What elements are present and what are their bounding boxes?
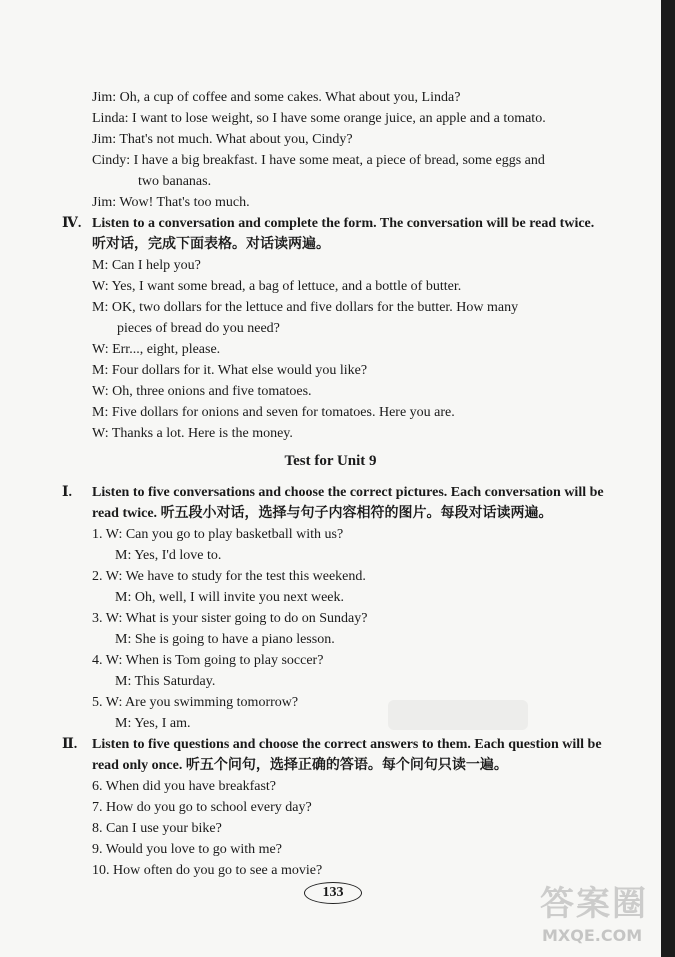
section-4-numeral: Ⅳ. [62,216,82,231]
conversation-line: M: OK, two dollars for the lettuce and five dollars for the butter. How many [92,300,519,315]
watermark-url: MXQE.COM [542,926,643,945]
watermark-logo [540,885,658,947]
section-4-instruction-en: Listen to a conversation and complete the form. The conversation will be read twice. [92,216,595,231]
section-2-instruction-en: Listen to five questions and choose the correct answers to them. Each question will be [92,737,602,752]
section-4-instruction-zh: 听对话，完成下面表格。对话读两遍。 [92,237,330,252]
section-2-instruction-en-cont: read only once. 听五个问句，选择正确的答语。每个问句只读一遍。 [92,758,508,773]
page-number: 133 [304,882,362,904]
item-reply: M: Oh, well, I will invite you next week. [115,590,345,605]
watermark-text: 答案圈 [540,884,648,924]
item: 2. W: We have to study for the test this weekend. [92,569,366,584]
item-reply: M: This Saturday. [115,674,216,689]
section-1-instruction-en-cont: read twice. 听五段小对话，选择与句子内容相符的图片。每段对话读两遍。 [92,506,553,521]
question: 8. Can I use your bike? [92,821,222,836]
item: 3. W: What is your sister going to do on Sunday? [92,611,368,626]
dialogue-line: Linda: I want to lose weight, so I have some orange juice, an apple and a tomato. [92,111,546,126]
unit-title: Test for Unit 9 [284,453,377,469]
conversation-line: M: Four dollars for it. What else would you like? [92,363,368,378]
item: 5. W: Are you swimming tomorrow? [92,695,299,710]
conversation-line-cont: pieces of bread do you need? [117,321,280,336]
item-reply: M: She is going to have a piano lesson. [115,632,335,647]
item-reply: M: Yes, I am. [115,716,191,731]
question: 10. How often do you go to see a movie? [92,863,323,878]
dialogue-line: Cindy: I have a big breakfast. I have some meat, a piece of bread, some eggs and [92,153,545,168]
section-2-numeral: Ⅱ. [62,737,78,752]
conversation-line: W: Yes, I want some bread, a bag of lettuce, and a bottle of butter. [92,279,462,294]
conversation-line: W: Oh, three onions and five tomatoes. [92,384,312,399]
dialogue-line-cont: two bananas. [138,174,212,189]
question: 7. How do you go to school every day? [92,800,312,815]
scan-smudge [388,700,528,730]
page-number-oval [304,882,362,904]
conversation-line: W: Err..., eight, please. [92,342,221,357]
scan-edge-border [661,0,675,957]
section-1-instruction-en: Listen to five conversations and choose the correct pictures. Each conversation will be [92,485,604,500]
item: 4. W: When is Tom going to play soccer? [92,653,324,668]
conversation-line: M: Five dollars for onions and seven for tomatoes. Here you are. [92,405,455,420]
item-reply: M: Yes, I'd love to. [115,548,222,563]
dialogue-line: Jim: Wow! That's too much. [92,195,250,210]
dialogue-line: Jim: Oh, a cup of coffee and some cakes. What about you, Linda? [92,90,461,105]
question: 9. Would you love to go with me? [92,842,282,857]
conversation-line: M: Can I help you? [92,258,201,273]
item: 1. W: Can you go to play basketball with us? [92,527,344,542]
dialogue-line: Jim: That's not much. What about you, Cindy? [92,132,353,147]
conversation-line: W: Thanks a lot. Here is the money. [92,426,293,441]
section-1-numeral: Ⅰ. [62,485,73,500]
question: 6. When did you have breakfast? [92,779,277,794]
